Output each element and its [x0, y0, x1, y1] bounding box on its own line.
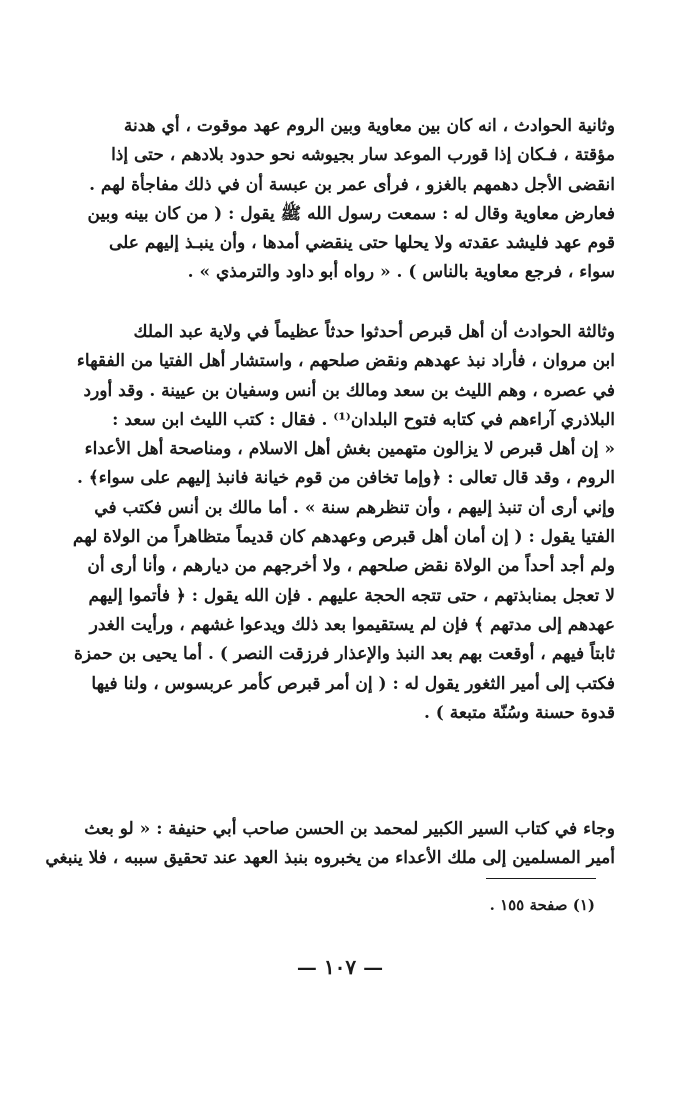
- text-line: ولم أجد أحداً من الولاة نقض صلحهم ، ولا أخرجهم من ديارهم ، وأنا أرى أن: [87, 556, 615, 577]
- text-line: ابن مروان ، فأراد نبذ عهدهم ونقض صلحهم ، واستشار أهل الفتيا من الفقهاء: [76, 351, 615, 372]
- text-line: سواء ، فرجع معاوية بالناس ) . « رواه أبو داود والترمذي » .: [187, 262, 615, 283]
- text-line: ثابتاً فيهم ، أوقعت بهم بعد النبذ والإعذار فرزقت النصر ) . أما يحيى بن حمزة: [74, 644, 615, 665]
- paragraph-third-incident: [40, 318, 615, 728]
- text-line: البلاذري آراءهم في كتابه فتوح البلدان⁽¹⁾ . فقال : كتب الليث ابن سعد :: [112, 409, 615, 430]
- paragraph-second-incident: [40, 112, 615, 288]
- text-line: « إن أهل قبرص لا يزالون متهمين بغش أهل الاسلام ، ومناصحة أهل الأعداء: [84, 439, 615, 460]
- page-number: — ١٠٧ —: [296, 955, 384, 979]
- text-line: فكتب إلى أمير الثغور يقول له : ( إن أمر قبرص كأمر عربسوس ، ولنا فيها: [91, 673, 615, 694]
- text-line: وإني أرى أن تنبذ إليهم ، وأن تنظرهم سنة » . أما مالك بن أنس فكتب في: [94, 497, 615, 518]
- text-line: عهدهم إلى مدتهم ﴾ فإن لم يستقيموا بعد ذلك ويدعوا غشهم ، ورأيت الغدر: [89, 614, 615, 635]
- text-line: أمير المسلمين إلى ملك الأعداء من يخبروه بنبذ العهد عند تحقيق سببه ، فلا ينبغي: [45, 848, 615, 869]
- text-line: الفتيا يقول : ( إن أمان أهل قبرص وعهدهم كان قديماً متظاهراً من الولاة لهم: [72, 527, 615, 548]
- paragraph-siyar-kabir: [40, 815, 615, 874]
- text-line: وثالثة الحوادث أن أهل قبرص أحدثوا حدثاً عظيماً في ولاية عبد الملك: [133, 322, 615, 342]
- text-line: فعارض معاوية وقال له : سمعت رسول الله ﷺ يقول : ( من كان بينه وبين: [87, 203, 615, 224]
- footnote-divider: [486, 878, 596, 879]
- text-line: لا تعجل بمنابذتهم ، حتى تتجه الحجة عليهم . فإن الله يقول : ﴿ فأتموا إليهم: [88, 585, 615, 606]
- text-line: قدوة حسنة وسُنّة متبعة ) .: [423, 702, 615, 723]
- text-line: في عصره ، وهم الليث بن سعد ومالك بن أنس وسفيان بن عيينة . وقد أورد: [83, 380, 615, 401]
- text-line: مؤقتة ، فـكان إذا قورب الموعد سار بجيوشه نحو حدود بلادهم ، حتى إذا: [111, 145, 615, 166]
- text-line: انقضى الأجل دهمهم بالغزو ، فرأى عمر بن عبسة أن في ذلك مفاجأة لهم .: [89, 174, 615, 195]
- text-line: قوم عهد فليشد عقدته ولا يحلها حتى ينقضي أمدها ، وأن ينبـذ إليهم على: [108, 233, 615, 254]
- text-line: وجاء في كتاب السير الكبير لمحمد بن الحسن صاحب أبي حنيفة : « لو بعث: [84, 819, 615, 839]
- text-line: وثانية الحوادث ، انه كان بين معاوية وبين الروم عهد موقوت ، أي هدنة: [123, 116, 615, 136]
- text-line: الروم ، وقد قال تعالى : ﴿وإما تخافن من قوم خيانة فانبذ إليهم على سواء﴾ .: [76, 468, 615, 489]
- footnote: (١) صفحة ١٥٥ .: [489, 896, 595, 914]
